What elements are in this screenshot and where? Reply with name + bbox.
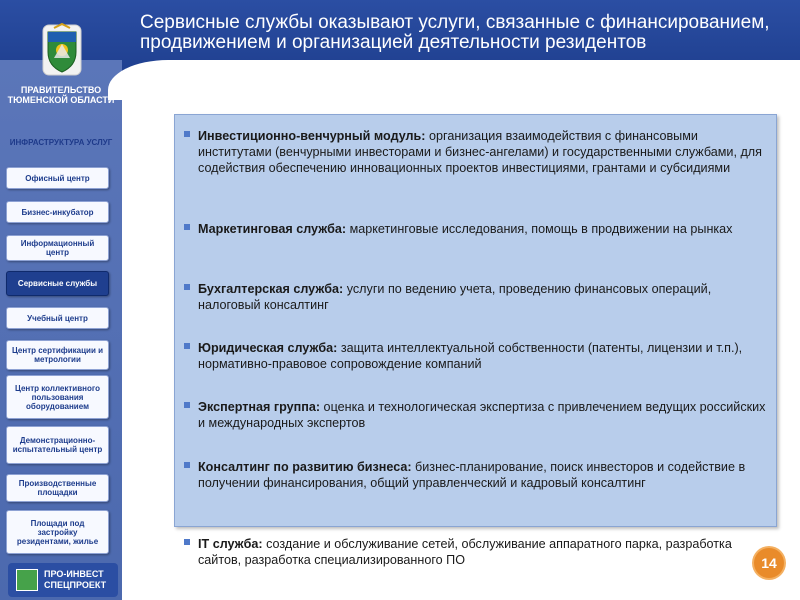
service-item (184, 221, 774, 237)
bullet-icon (184, 224, 190, 230)
service-name: IT служба: (198, 537, 263, 551)
sidebar-item-information-center[interactable]: Информационный центр (6, 235, 109, 261)
service-desc: услуги по ведению учета, проведению финансовых операций, налоговый консалтинг (198, 282, 712, 312)
header-curve (108, 60, 800, 100)
service-desc: оценка и технологическая экспертиза с привлечением ведущих российских и международных экспертов (198, 400, 766, 430)
sidebar-item-office-center[interactable]: Офисный центр (6, 167, 109, 189)
sidebar-item-production-sites[interactable]: Производственные площадки (6, 474, 109, 502)
service-item (184, 340, 774, 372)
pro-invest-logo-icon (16, 569, 38, 591)
bullet-icon (184, 131, 190, 137)
service-name: Бухгалтерская служба: (198, 282, 344, 296)
service-name: Маркетинговая служба: (198, 222, 347, 236)
infrastructure-label: ИНФРАСТРУКТУРА УСЛУГ (9, 138, 113, 147)
service-name: Консалтинг по развитию бизнеса: (198, 460, 412, 474)
sidebar-item-service-services[interactable]: Сервисные службы (6, 271, 109, 296)
service-desc: защита интеллектуальной собственности (патенты, лицензии и т.п.), нормативно-правовое сопровождение компаний (198, 341, 743, 371)
service-item (184, 459, 774, 491)
service-item (184, 399, 774, 431)
service-desc: организация взаимодействия с финансовыми институтами (венчурными инвесторами и бизнес-ангелами) и государственными службами, для содействия обеспечению инновационных проектов инвестициями, грантами и субсидиями (198, 129, 762, 175)
page-title: Сервисные службы оказывают услуги, связанные с финансированием, продвижением и организацией деятельности резидентов (140, 12, 770, 53)
service-name: Юридическая служба: (198, 341, 338, 355)
service-item (184, 536, 744, 568)
service-name: Инвестиционно-венчурный модуль: (198, 129, 426, 143)
footer-badge-text: ПРО-ИНВЕСТ СПЕЦПРОЕКТ (44, 569, 107, 590)
bullet-icon (184, 284, 190, 290)
service-desc: маркетинговые исследования, помощь в продвижении на рынках (346, 222, 733, 236)
sidebar-item-business-incubator[interactable]: Бизнес-инкубатор (6, 201, 109, 223)
sidebar-item-certification-center[interactable]: Центр сертификации и метрологии (6, 340, 109, 370)
service-desc: создание и обслуживание сетей, обслуживание аппаратного парка, разработка сайтов, разработка специализированного ПО (198, 537, 732, 567)
government-label: ПРАВИТЕЛЬСТВО ТЮМЕНСКОЙ ОБЛАСТИ (7, 85, 115, 105)
sidebar-item-demo-test-center[interactable]: Демонстрационно-испытательный центр (6, 426, 109, 464)
coat-of-arms-icon (40, 22, 84, 78)
sidebar-item-training-center[interactable]: Учебный центр (6, 307, 109, 329)
sidebar-item-shared-equipment-center[interactable]: Центр коллективного пользования оборудованием (6, 375, 109, 419)
service-desc: бизнес-планирование, поиск инвесторов и содействие в получении финансирования, общий управленческий и кадровый консалтинг (198, 460, 746, 490)
service-item (184, 281, 774, 313)
sidebar-item-land-plots[interactable]: Площади под застройку резидентами, жилье (6, 510, 109, 554)
service-item (184, 128, 774, 176)
bullet-icon (184, 539, 190, 545)
page-number: 14 (754, 548, 784, 578)
bullet-icon (184, 343, 190, 349)
bullet-icon (184, 402, 190, 408)
bullet-icon (184, 462, 190, 468)
service-name: Экспертная группа: (198, 400, 321, 414)
